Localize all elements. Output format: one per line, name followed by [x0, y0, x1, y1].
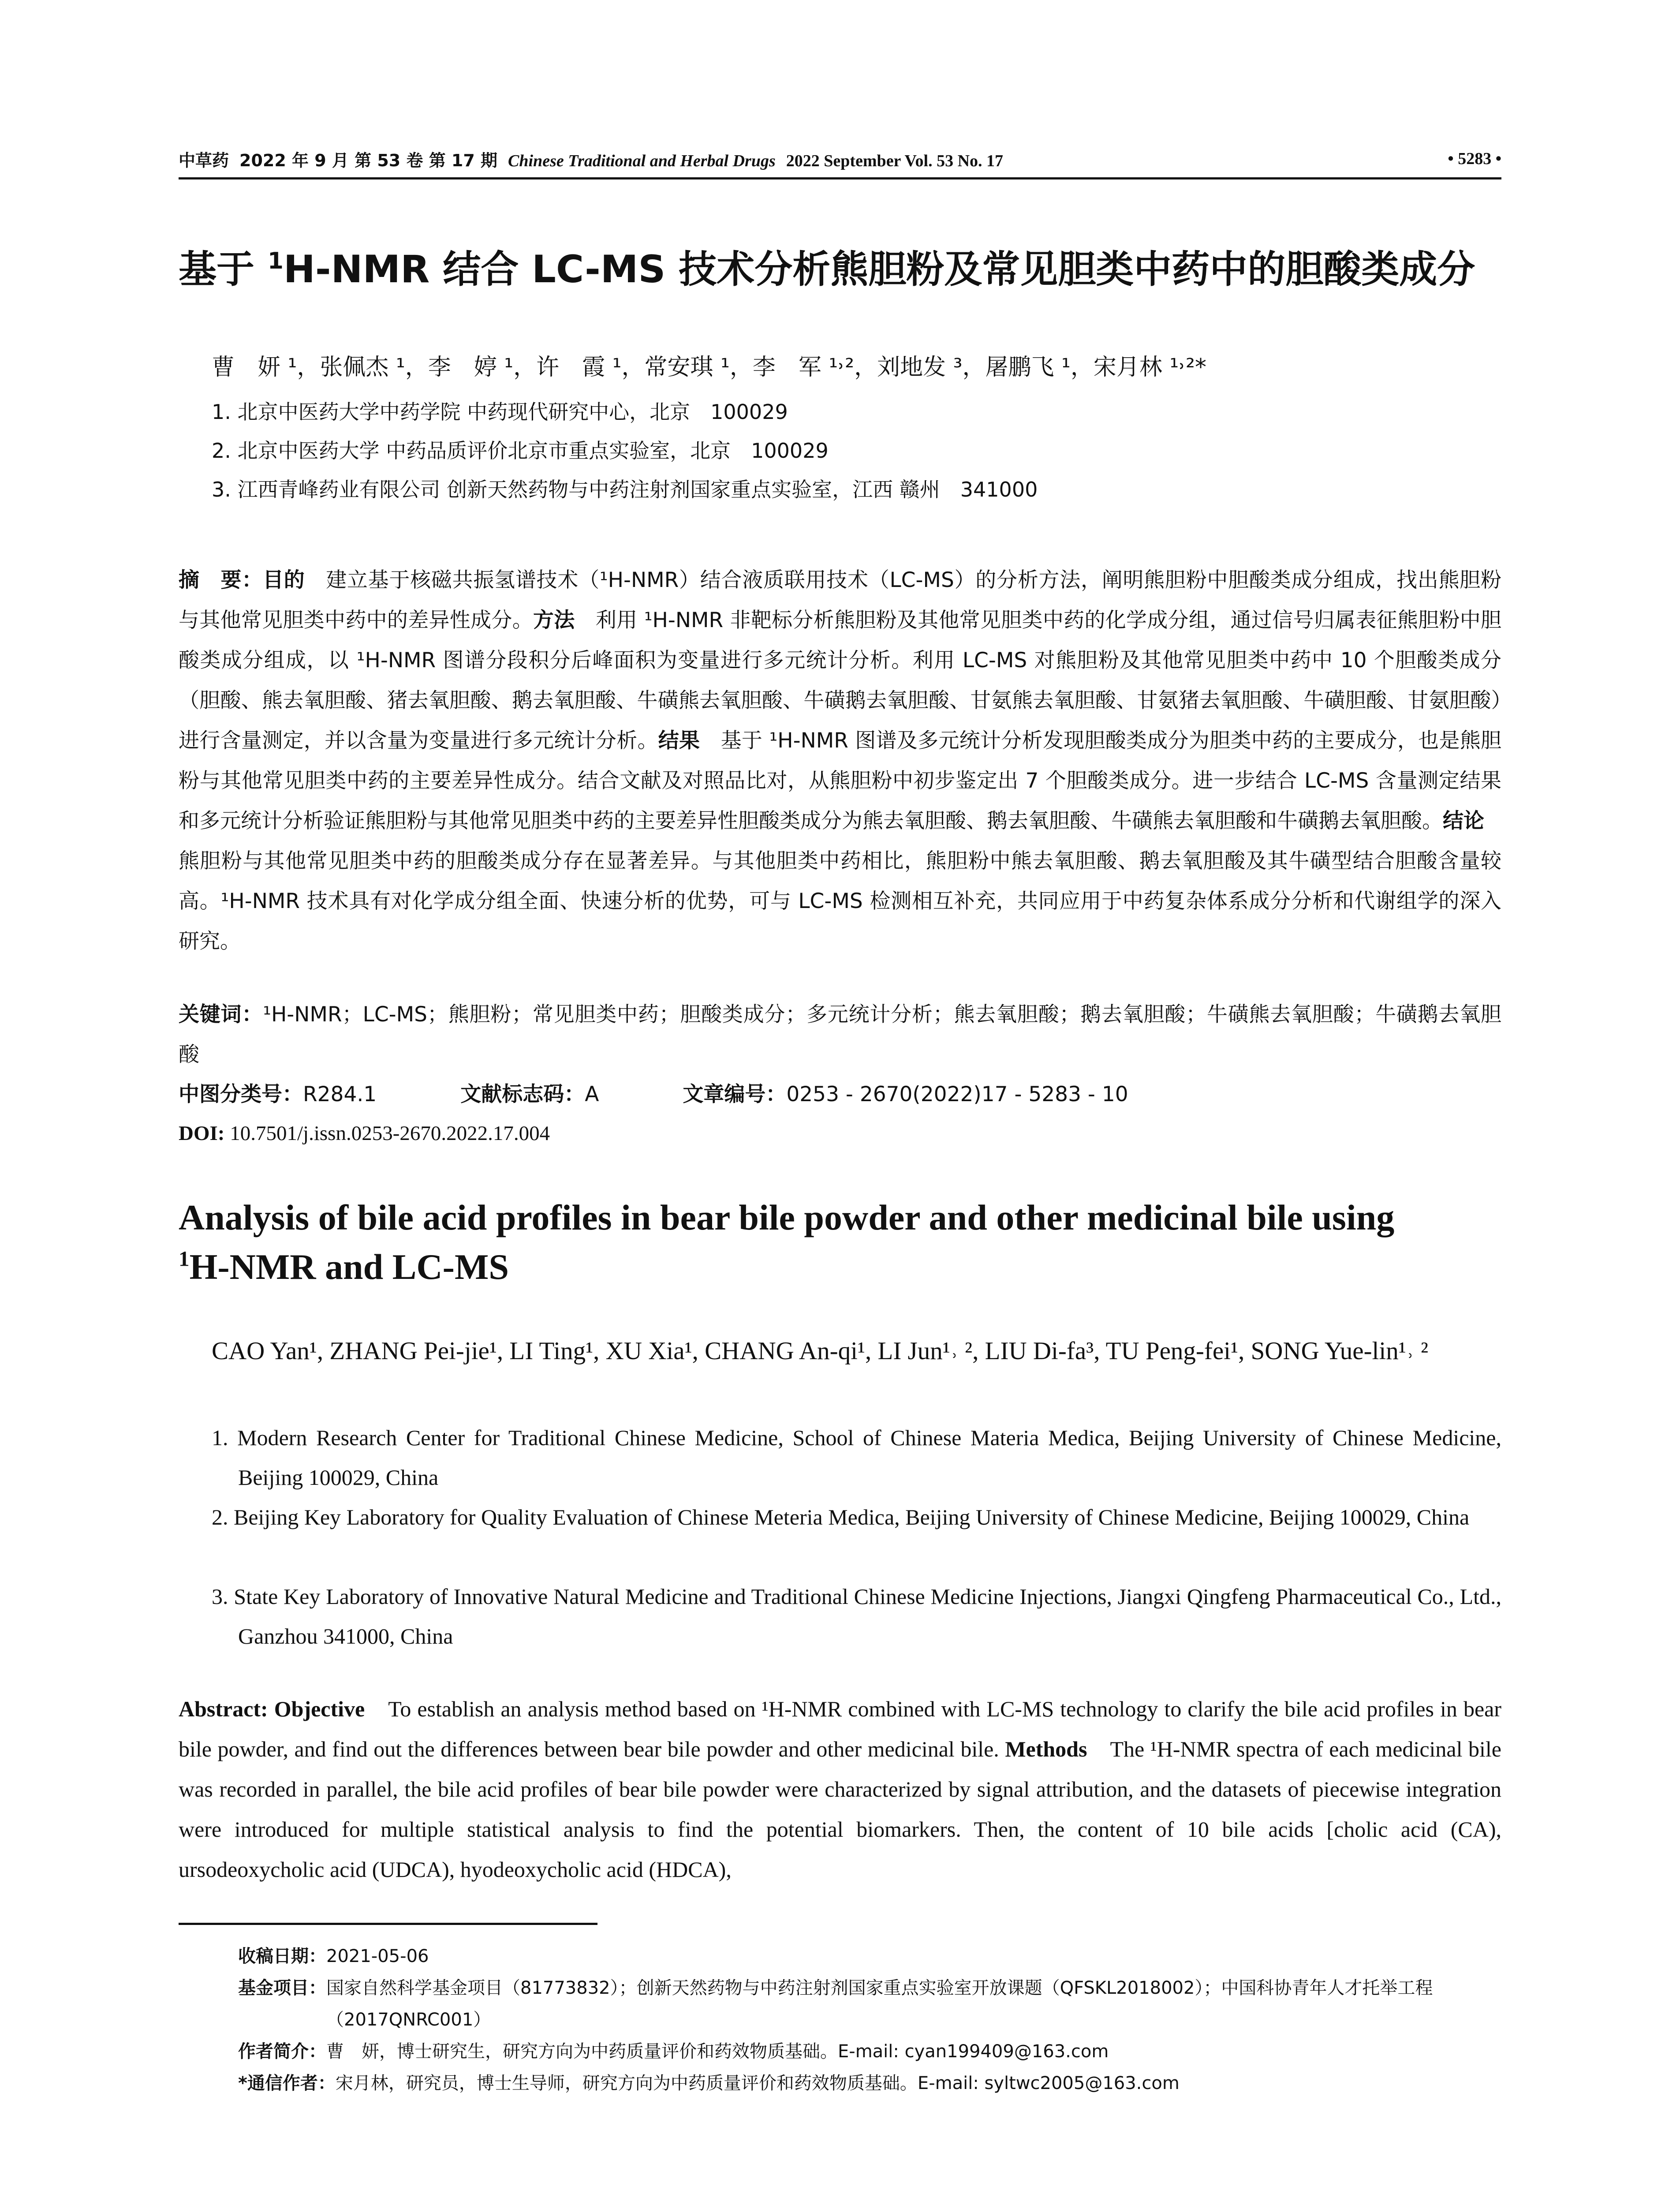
- title-cn: [179, 247, 1501, 292]
- title-cn-sup: 1: [267, 248, 284, 275]
- affiliation-cn-2: 2. 北京中医药大学 中药品质评价北京市重点实验室，北京 100029: [212, 439, 829, 463]
- footnote-text: 曹 妍，博士研究生，研究方向为中药质量评价和药效物质基础。E-mail: cyan199409@163.com: [326, 2041, 1109, 2062]
- journal-name-en: Chinese Traditional and Herbal Drugs: [508, 151, 776, 170]
- doc-code-label: 文献标志码：: [460, 1082, 585, 1106]
- affiliation-en-3: 3. State Key Laboratory of Innovative Natural Medicine and Traditional Chinese Medicine Injections, Jiangxi Qingfeng Pharmaceutical Co., Ltd., Ganzhou 341000, China: [212, 1584, 1501, 1648]
- article-number: [683, 1074, 1128, 1114]
- title-cn-post: H-NMR 结合 LC-MS 技术分析熊胆粉及常见胆类中药中的胆酸类成分: [283, 247, 1475, 292]
- article-number-label: 文章编号：: [683, 1082, 787, 1106]
- header-rule: [179, 177, 1501, 179]
- objective-en-text: To establish an analysis method based on ¹H-NMR combined with LC-MS technology to clarify the bile acid profiles in bear bile powder, and find out the differences between bear bile powder and other medicinal bile.: [179, 1697, 1501, 1761]
- affiliation-en-1: 1. Modern Research Center for Traditional Chinese Medicine, School of Chinese Materia Medica, Beijing University of Chinese Medicine, Beijing 100029, China: [212, 1425, 1501, 1490]
- footnote-funding: [238, 1972, 1501, 2036]
- keywords-cn-text: ¹H-NMR；LC-MS；熊胆粉；常见胆类中药；胆酸类成分；多元统计分析；熊去氧胆酸；鹅去氧胆酸；牛磺熊去氧胆酸；牛磺鹅去氧胆酸: [179, 1002, 1501, 1067]
- title-cn-pre: 基于: [179, 247, 268, 292]
- results-cn-label: 结果: [658, 729, 700, 753]
- objective-cn-label: 目的: [262, 568, 305, 592]
- abstract-en-label: Abstract: Objective: [179, 1697, 365, 1721]
- footnote-rule: [179, 1923, 597, 1925]
- title-en-line2: H-NMR and LC-MS: [189, 1247, 509, 1287]
- abstract-en: [179, 1689, 1501, 1890]
- footnote-label: 作者简介：: [238, 2041, 326, 2062]
- footnote-text: 国家自然科学基金项目（81773832）；创新天然药物与中药注射剂国家重点实验室开放课题（QFSKL2018002）；中国科协青年人才托举工程（2017QNRC001）: [326, 1978, 1433, 2030]
- running-head: [179, 141, 1501, 176]
- clc-value: R284.1: [303, 1082, 377, 1106]
- title-en-sup: 1: [179, 1246, 190, 1271]
- issue-en: 2022 September Vol. 53 No. 17: [786, 151, 1004, 170]
- title-en: [179, 1193, 1501, 1292]
- doc-code-value: A: [585, 1082, 599, 1106]
- journal-name-cn: 中草药: [179, 150, 229, 170]
- footnote-text: 2021-05-06: [326, 1946, 429, 1966]
- conclusion-cn-label: 结论: [1443, 809, 1484, 833]
- doi-value: 10.7501/j.issn.0253-2670.2022.17.004: [224, 1122, 550, 1145]
- clc-number: [179, 1074, 377, 1114]
- authors-cn: 曹 妍 ¹，张佩杰 ¹，李 婷 ¹，许 霞 ¹，常安琪 ¹，李 军 ¹˒²，刘地发 ³，屠鹏飞 ¹，宋月林 ¹˒²*: [212, 354, 1207, 381]
- footnote-author-bio: [238, 2036, 1501, 2067]
- keywords-cn-label: 关键词：: [179, 1002, 263, 1027]
- issue-cn: 2022 年 9 月 第 53 卷 第 17 期: [239, 150, 498, 170]
- objective-cn-text: 建立基于核磁共振氢谱技术（¹H-NMR）结合液质联用技术（LC-MS）的分析方法，阐明熊胆粉中胆酸类成分组成，找出熊胆粉与其他常见胆类中药中的差异性成分。: [179, 568, 1502, 632]
- footnote-corresponding: [238, 2067, 1501, 2099]
- footnotes: [238, 1940, 1501, 2099]
- clc-label: 中图分类号：: [179, 1082, 303, 1106]
- document-code: [460, 1074, 599, 1114]
- article-number-value: 0253 - 2670(2022)17 - 5283 - 10: [786, 1082, 1128, 1106]
- methods-cn-label: 方法: [533, 608, 575, 632]
- title-en-line1: Analysis of bile acid profiles in bear bile powder and other medicinal bile using: [179, 1197, 1395, 1237]
- conclusion-cn-text: 熊胆粉与其他常见胆类中药的胆酸类成分存在显著差异。与其他胆类中药相比，熊胆粉中熊去氧胆酸、鹅去氧胆酸及其牛磺型结合胆酸含量较高。¹H-NMR 技术具有对化学成分组全面、快速分析的优势，可与 LC-MS 检测相互补充，共同应用于中药复杂体系成分分析和代谢组学的深入研究。: [179, 809, 1505, 953]
- doi-label: DOI:: [179, 1122, 225, 1145]
- affiliation-en-2: 2. Beijing Key Laboratory for Quality Evaluation of Chinese Meteria Medica, Beijing University of Chinese Medicine, Beijing 100029, China: [212, 1505, 1470, 1529]
- page-number: • 5283 •: [1448, 149, 1501, 168]
- running-head-left: [179, 147, 1003, 171]
- affiliation-cn-1: 1. 北京中医药大学中药学院 中药现代研究中心，北京 100029: [212, 400, 788, 424]
- footnote-label: *通信作者：: [238, 2073, 336, 2093]
- footnote-label: 收稿日期：: [238, 1946, 326, 1966]
- affiliation-cn-3: 3. 江西青峰药业有限公司 创新天然药物与中药注射剂国家重点实验室，江西 赣州 341000: [212, 478, 1038, 501]
- abstract-cn: [179, 560, 1505, 961]
- footnote-text: 宋月林，研究员，博士生导师，研究方向为中药质量评价和药效物质基础。E-mail: syltwc2005@163.com: [335, 2073, 1180, 2093]
- results-cn-text: 基于 ¹H-NMR 图谱及多元统计分析发现胆酸类成分为胆类中药的主要成分，也是熊胆粉与其他常见胆类中药的主要差异性成分。结合文献及对照品比对，从熊胆粉中初步鉴定出 7 个胆酸类成分。进一步结合 LC-MS 含量测定结果和多元统计分析验证熊胆粉与其他常见胆类中药的主要差异性胆酸类成分为熊去氧胆酸、鹅去氧胆酸、牛磺熊去氧胆酸和牛磺鹅去氧胆酸。: [179, 729, 1502, 833]
- abstract-cn-label: 摘 要：: [179, 568, 263, 592]
- classification-row: [179, 1074, 1128, 1114]
- footnote-received: [238, 1940, 1501, 1972]
- doi-line: [179, 1114, 550, 1154]
- methods-en-label: Methods: [999, 1737, 1087, 1761]
- methods-cn-text: 利用 ¹H-NMR 非靶标分析熊胆粉及其他常见胆类中药的化学成分组，通过信号归属表征熊胆粉中胆酸类成分组成，以 ¹H-NMR 图谱分段积分后峰面积为变量进行多元统计分析。利用 LC-MS 对熊胆粉及其他常见胆类中药中 10 个胆酸类成分（胆酸、熊去氧胆酸、猪去氧胆酸、鹅去氧胆酸、牛磺熊去氧胆酸、牛磺鹅去氧胆酸、甘氨熊去氧胆酸、甘氨猪去氧胆酸、牛磺胆酸、甘氨胆酸）进行含量测定，并以含量为变量进行多元统计分析。: [179, 608, 1502, 753]
- keywords-cn: [179, 994, 1501, 1075]
- methods-en-text: The ¹H-NMR spectra of each medicinal bile was recorded in parallel, the bile acid profiles of bear bile powder were characterized by signal attribution, and the datasets of piecewise integration were introduced for multiple statistical analysis to find the potential biomarkers. Then, the content of 10 bile acids [cholic acid (CA), ursodeoxycholic acid (UDCA), hyodeoxycholic acid (HDCA),: [179, 1737, 1501, 1882]
- authors-en: CAO Yan¹, ZHANG Pei-jie¹, LI Ting¹, XU Xia¹, CHANG An-qi¹, LI Jun¹˒ ², LIU Di-fa³, TU Peng-fei¹, SONG Yue-lin¹˒ ²: [212, 1337, 1429, 1365]
- footnote-label: 基金项目：: [238, 1978, 326, 1998]
